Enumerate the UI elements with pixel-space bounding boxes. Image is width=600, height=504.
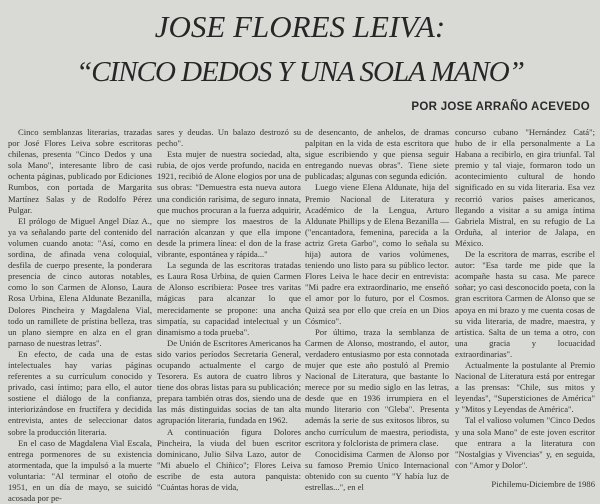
paragraph: El prólogo de Miguel Angel Díaz A., ya va señalando parte del contenido del volumen cuando anota: "Así, como en sordina, de afinada vena coloquial, desfila de cuerpo presente, la ponderara presencia de cinco autoras notables, como lo son Carmen de Alonso, Laura Rosa Urbina, Elena Aldunate Bezanilla, Dolores Pincheira y Magdalena Vial, todo un ramillete de prístina belleza, tras un plano siempre en alza en el gran parnaso de nuestras letras". — [8, 215, 152, 348]
paragraph: Esta mujer de nuestra sociedad, alta, rubia, de ojos verde profundo, nacida en 1921, recibió de Alone elogios por una de sus obras: "Demuestra esta nueva autora una condición rarísima, de seguro innata, que muchos procuran a la fuerza adquirir, que no siempre los maestros de la narración alcanzan y que ella impone desde la primera línea: el don de la frase vibrante, espontánea y rápida..." — [157, 149, 301, 260]
paragraph: concurso cubano "Hernández Catá"; hubo de ir ella personalmente a La Habana a recibirlo, en gira triunfal. Tal premio y tal viaje, formaron todo un acontecimiento cultural de hondo significado en su vida literaria. Esa vez recorrió varios países americanos, llegando a visitar a su amiga íntima Gabriela Mistral, en su refugio de La Orduña, al interior de Jalapa, en México. — [455, 127, 595, 248]
paragraph: Por último, traza la semblanza de Carmen de Alonso, mostrando, el autor, verdadero entusiasmo por esta connotada mujer que este año postuló al Premio Nacional de Literatura, que bastante lo merece por su medio siglo en las letras, desde que en 1936 irrumpiera en el mundo literario con "Gleba". Presenta además la serie de sus exitosos libros, su ancho currículum de maestra, periodista, escritora y folclorista de primera clase. — [305, 326, 449, 448]
paragraph: A continuación figura Dolores Pincheira, la viuda del buen escritor dominicano, Julio Silva Lazo, autor de "Mi abuelo el Chiñico"; Flores Leiva escribe de esta autora panquista: "Cuántas horas de vida, — [157, 426, 301, 492]
paragraph: De Unión de Escritores Americanos ha sido varios períodos Secretaria General, ocupando actualmente el cargo de Tesorera. Es autora de cuatro libros y tiene dos obras listas para su publicación; prepara también otras dos, siendo una de las más distinguidas socias de tan alta agrupación literaria, fundada en 1962. — [157, 337, 301, 426]
paragraph: De la escritora de marras, escribe el autor: "Esa tarde me pide que la acompañe hasta su casa. Me parece soñar; yo casi desconocido poeta, con la gran escritora Carmen de Alonso que se apoya en mi brazo y me cuenta cosas de su vida literaria, de madre, maestra, y artística. Salta de un tema a otro, con una gracia y locuacidad extraordinarias". — [455, 249, 595, 359]
byline: POR JOSE ARRAÑO ACEVEDO — [411, 101, 590, 113]
paragraph: En el caso de Magdalena Vial Escala, entrega pormenores de su existencia atormentada, que la impulsó a la muerte voluntaria: "Al terminar el otoño de 1951, en un día de mayo, se suicidó acosada por pe- — [8, 437, 152, 504]
paragraph: Cinco semblanzas literarias, trazadas por José Flores Leiva sobre escritoras chilenas, presenta "Cinco Dedos y una sola Mano", interesante libro de casi ochenta páginas, publicado por Ediciones Rumbos, con portada de Margarita Martínez Salas y de Rodolfo Pérez Pulgar. — [8, 127, 152, 215]
article-column-3 — [305, 127, 449, 493]
paragraph: Conocidísima Carmen de Alonso por su famoso Premio Unico Internacional obtenido con su cuento "Y había luz de estrellas...", en el — [305, 448, 449, 492]
paragraph: de desencanto, de anhelos, de dramas palpitan en la vida de esta escritora que sigue escribiendo y que piensa seguir entregando nuevas obras". Tiene siete publicadas; algunas con segunda edición. — [305, 127, 449, 182]
paragraph: En efecto, de cada una de estas intelectuales hay varias páginas referentes a su currículum conocido y privado, casi íntimo; para ello, el autor sostiene el diálogo de la confianza, interiorizándose en fructífera y decidida entrevista, antes de seleccionar datos sobre la producción literaria. — [8, 348, 152, 437]
paragraph: Luego viene Elena Aldunate, hija del Premio Nacional de Literatura y Académico de la Lengua, Arturo Aldunate Phillips y de Elena Bezanilla — ("encantadora, femenina, parecida a la actriz Greta Garbo", como lo señala su hija) autora de varios volúmenes, teniendo uno listo para su público lector. Flores Leiva le hace decir en entrevista: "Mi padre era extraordinario, me enseñó el amor por lo futuro, por el Cosmos. Quizá sea por ello que creía en un Dios Cósmico". — [305, 182, 449, 326]
signature-place-date: Pichilemu-Diciembre de 1986 — [491, 478, 595, 489]
paragraph: La segunda de las escritoras tratadas es Laura Rosa Urbina, de quien Carmen de Alonso escribiera: Posee tres varitas mágicas para alcanzar lo que merecidamente se propone: una ancha simpatía, su capacidad intelectual y un dinamismo a toda prueba". — [157, 260, 301, 337]
article-column-2 — [157, 127, 301, 493]
paragraph: Tal el valioso volumen "Cinco Dedos y una sola Mano" de este joven escritor que entrara a la literatura con "Nostalgias y Vivencias" y, en seguida, con "Amor y Dolor". — [455, 415, 595, 470]
article-column-1 — [8, 127, 152, 504]
article-title-line-2: “CINCO DEDOS Y UNA SOLA MANO” — [76, 56, 524, 88]
paragraph: sares y deudas. Un balazo destrozó su pecho". — [157, 127, 301, 149]
article-title-line-1: JOSE FLORES LEIVA: — [154, 9, 446, 44]
article-column-4 — [455, 127, 595, 490]
paragraph: Actualmente la postulante al Premio Nacional de Literatura está por entregar a las prensas: "Chile, sus mitos y leyendas", "Supersticiones de América" y "Mitos y Leyendas de América". — [455, 359, 595, 415]
